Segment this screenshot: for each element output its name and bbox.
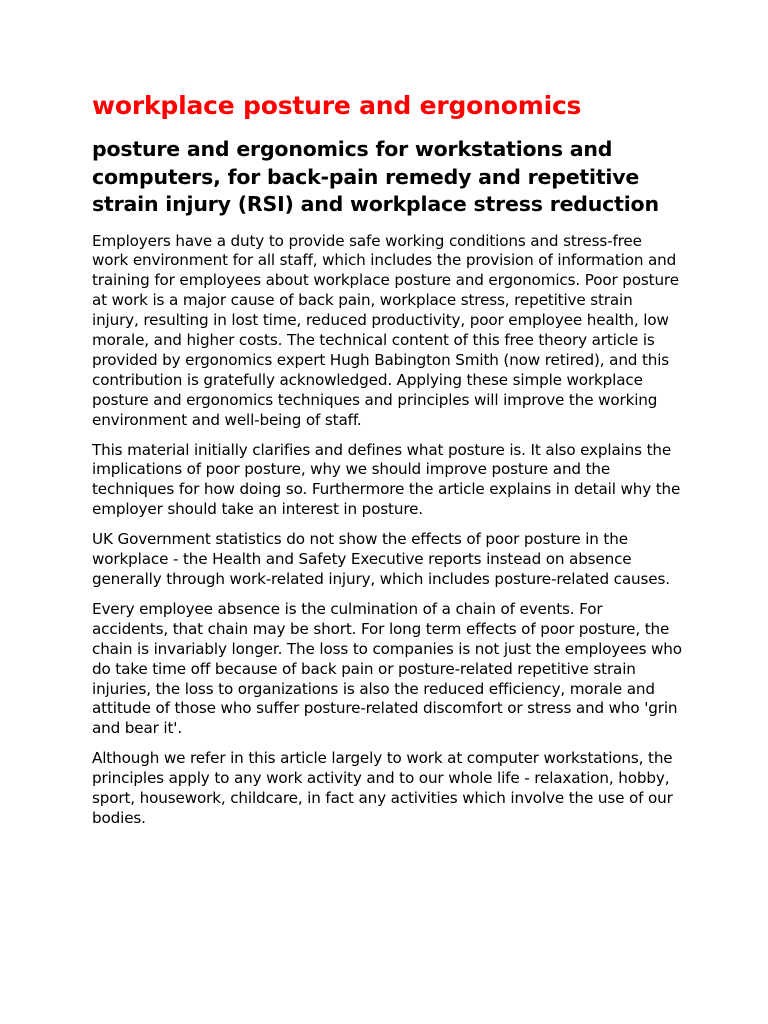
- body-paragraph-4: Every employee absence is the culmination of a chain of events. For accidents, that chain may be short. For long term effects of poor posture, the chain is invariably longer. The loss to companies is not just the employees who do take time off because of back pain or posture-related repetitive strain injuries, the loss to organizations is also the reduced efficiency, morale and attitude of those who suffer posture-related discomfort or stress and who 'grin and bear it'.: [92, 599, 682, 738]
- document-page: [92, 86, 682, 839]
- page-title: workplace posture and ergonomics: [92, 91, 582, 120]
- body-paragraph-5: Although we refer in this article largely to work at computer workstations, the principles apply to any work activity and to our whole life - relaxation, hobby, sport, housework, childcare, in fact any activities which involve the use of our bodies.: [92, 749, 673, 827]
- body-paragraph-1: Employers have a duty to provide safe working conditions and stress-free work environment for all staff, which includes the provision of information and training for employees about workplace posture and ergonomics. Poor posture at work is a major cause of back pain, workplace stress, repetitive strain injury, resulting in lost time, reduced productivity, poor employee health, low morale, and higher costs. The technical content of this free theory article is provided by ergonomics expert Hugh Babington Smith (now retired), and this contribution is gratefully acknowledged. Applying these simple workplace posture and ergonomics techniques and principles will improve the working environment and well-being of staff.: [92, 231, 679, 429]
- body-paragraph-2: This material initially clarifies and defines what posture is. It also explains the implications of poor posture, why we should improve posture and the techniques for how doing so. Furthermore the article explains in detail why the employer should take an interest in posture.: [92, 440, 681, 519]
- body-paragraph-3: UK Government statistics do not show the effects of poor posture in the workplace - the Health and Safety Executive reports instead on absence generally through work-related injury, which includes posture-related causes.: [92, 530, 670, 588]
- page-subtitle: posture and ergonomics for workstations and computers, for back-pain remedy and repetitive strain injury (RSI) and workplace stress reduction: [92, 137, 659, 216]
